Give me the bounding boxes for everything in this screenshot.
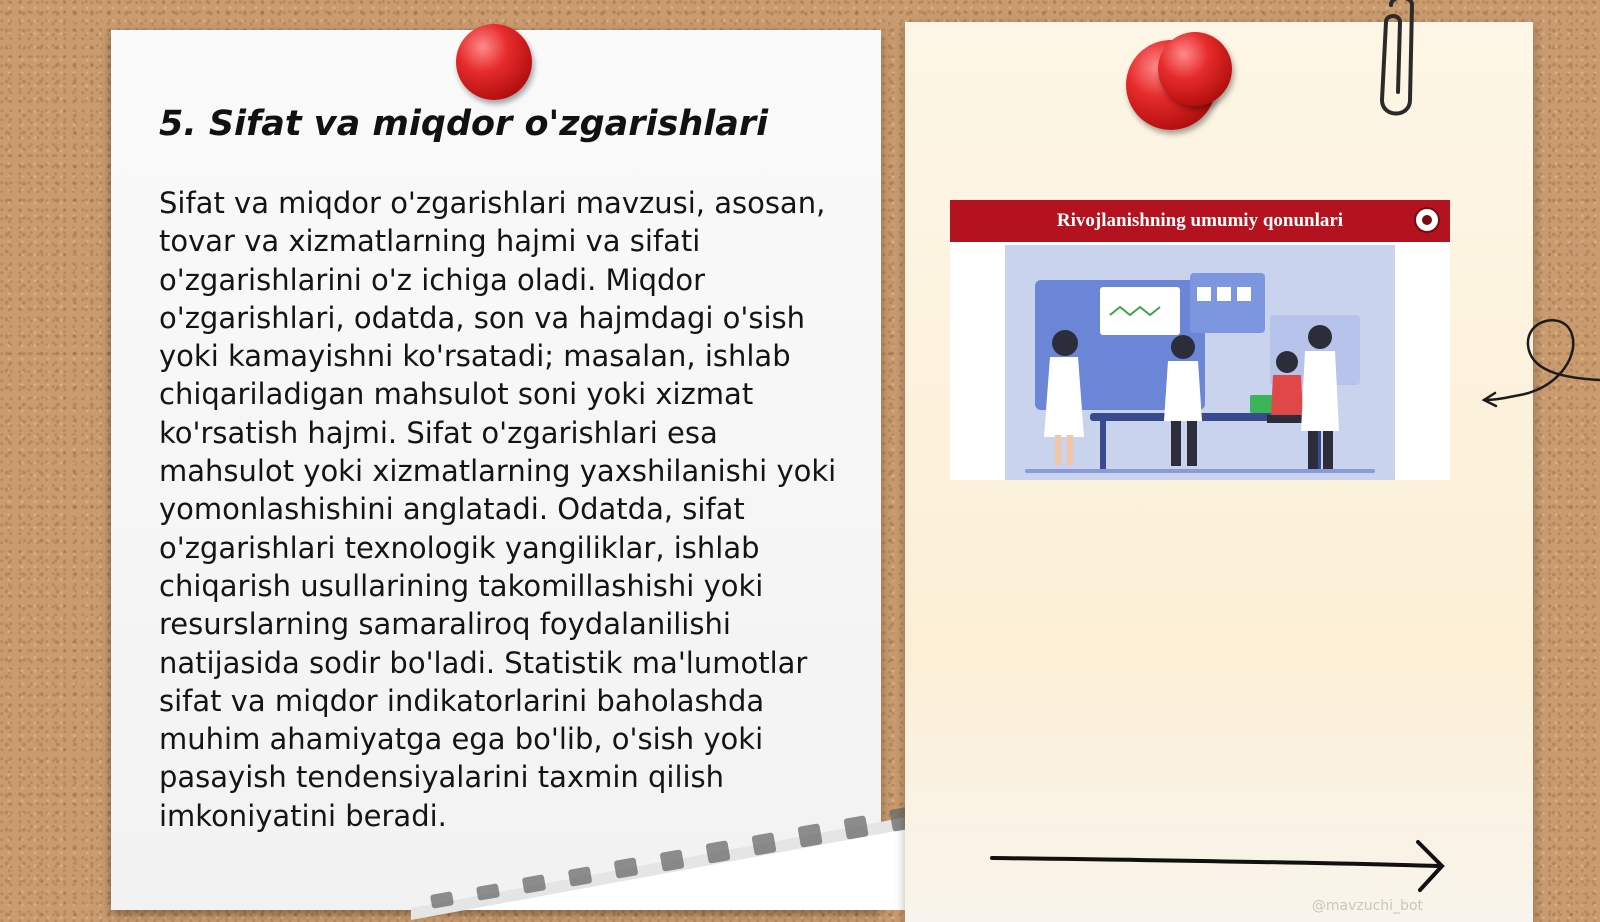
card-header (950, 200, 1450, 242)
scientists-lab-illustration (1005, 245, 1395, 480)
push-pin-icon (1158, 32, 1232, 106)
note-body: Sifat va miqdor o'zgarishlari mavzusi, asosan, tovar va xizmatlarning hajmi va sifati o'zgarishlarini o'z ichiga oladi. Miqdor o'zgarishlari, odatda, son va hajmdagi o'sish yoki kamayishni ko'rsatadi; masalan, ishlab chiqariladigan mahsulot soni yoki xizmat ko'rsatish hajmi. Sifat o'zgarishlari esa mahsulot yoki xizmatlarning yaxshilanishi yoki yomonlashishini anglatadi. Odatda, sifat o'zgarishlari texnologik yangiliklar, ishlab chiqarish usullarining takomillashishi yoki resurslarning samaraliroq foydalanilishi natijasida sodir bo'ladi. Statistik ma'lumotlar sifat va miqdor indikatorlarini baholashda muhim ahamiyatga ega bo'lib, o'sish yoki pasayish tendensiyalarini taxmin qilish imkoniyatini beradi. (159, 186, 837, 833)
note-title: 5. Sifat va miqdor o'zgarishlari (159, 104, 769, 144)
watermark: @mavzuchi_bot (1311, 898, 1423, 914)
card-header-title: Rivojlanishning umumiy qonunlari (1056, 210, 1344, 231)
push-pin-icon (456, 24, 532, 100)
university-seal-icon (1414, 207, 1440, 233)
slide-image-card (950, 200, 1450, 480)
right-paper-note (905, 22, 1533, 922)
left-paper-note (111, 30, 881, 910)
